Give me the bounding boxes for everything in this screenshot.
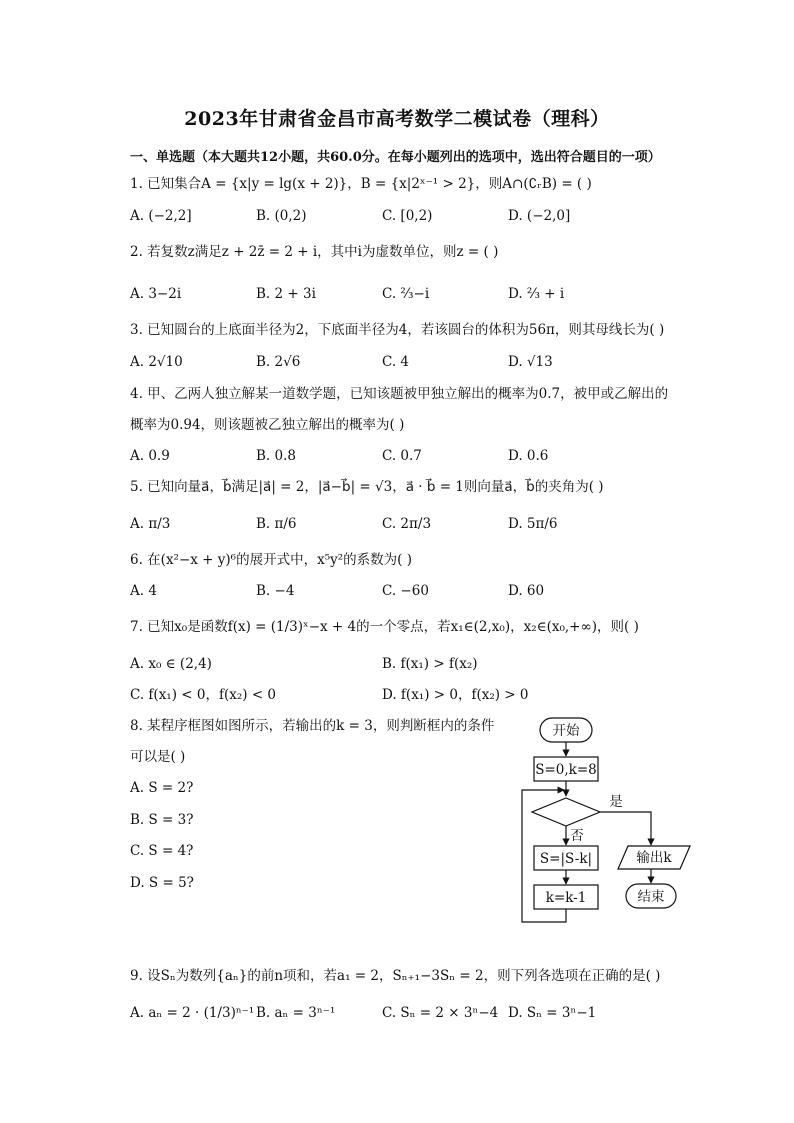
q8-option-c: C. S = 4? <box>130 843 194 859</box>
question-9-stem: 9. 设Sₙ为数列{aₙ}的前n项和，若a₁ = 2，Sₙ₊₁−3Sₙ = 2，则下列各选项在正确的是( ) <box>130 968 661 984</box>
q8-option-b: B. S = 3? <box>130 812 194 828</box>
flowchart-update-k-label: k=k-1 <box>545 890 587 906</box>
q6-option-a: A. 4 <box>130 583 157 599</box>
q7-option-c: C. f(x₁) < 0，f(x₂) < 0 <box>130 687 277 703</box>
q6-option-d: D. 60 <box>508 583 545 599</box>
q5-option-d: D. 5π/6 <box>508 516 558 532</box>
flowchart-no-label: 否 <box>570 828 584 844</box>
q5-option-b: B. π/6 <box>256 516 297 532</box>
question-3-stem: 3. 已知圆台的上底面半径为2，下底面半径为4，若该圆台的体积为56π，则其母线长为( ) <box>130 322 665 338</box>
q1-option-a: A. (−2,2] <box>130 208 192 224</box>
question-7-options-row-1 <box>130 654 690 676</box>
q7-option-b: B. f(x₁) > f(x₂) <box>382 656 478 672</box>
flowchart <box>500 712 710 937</box>
q3-option-d: D. √13 <box>508 354 553 370</box>
q4-option-b: B. 0.8 <box>256 448 296 464</box>
question-9-options <box>130 1003 690 1025</box>
q7-option-d: D. f(x₁) > 0，f(x₂) > 0 <box>382 687 529 703</box>
question-4-stem-line-1: 4. 甲、乙两人独立解某一道数学题，已知该题被甲独立解出的概率为0.7，被甲或乙解出的 <box>130 386 669 402</box>
question-7-options-row-2 <box>130 685 690 707</box>
q1-option-d: D. (−2,0] <box>508 208 571 224</box>
flowchart-decision-diamond <box>532 798 600 826</box>
question-7-stem: 7. 已知x₀是函数f(x) = (1/3)ˣ−x + 4的一个零点，若x₁∈(2,x₀)，x₂∈(x₀,+∞)，则( ) <box>130 619 639 635</box>
section-heading: 一、单选题（本大题共12小题，共60.0分。在每小题列出的选项中，选出符合题目的一项） <box>130 150 661 165</box>
q9-option-b: B. aₙ = 3ⁿ⁻¹ <box>256 1005 336 1021</box>
q2-option-c: C. ⅔−i <box>382 286 430 302</box>
q8-option-d: D. S = 5? <box>130 875 194 891</box>
flowchart-start-label: 开始 <box>552 723 580 739</box>
q6-option-c: C. −60 <box>382 583 429 599</box>
flowchart-yes-label: 是 <box>609 794 623 810</box>
flowchart-output-label: 输出k <box>636 850 672 866</box>
q1-option-c: C. [0,2) <box>382 208 433 224</box>
q1-option-b: B. (0,2) <box>256 208 307 224</box>
flowchart-init-label: S=0,k=8 <box>535 762 597 778</box>
question-8-stem-line-1: 8. 某程序框图如图所示，若输出的k = 3，则判断框内的条件 <box>130 718 495 734</box>
q5-option-c: C. 2π/3 <box>382 516 432 532</box>
q5-option-a: A. π/3 <box>130 516 171 532</box>
question-2-stem: 2. 若复数z满足z + 2z̄ = 2 + i，其中i为虚数单位，则z = ( ) <box>130 244 499 260</box>
question-5-stem: 5. 已知向量a⃗，b⃗满足|a⃗| = 2，|a⃗−b⃗| = √3，a⃗ · b⃗ = 1则向量a⃗，b⃗的夹角为( ) <box>130 479 604 495</box>
question-4-stem-line-2: 概率为0.94，则该题被乙独立解出的概率为( ) <box>130 417 405 433</box>
q2-option-a: A. 3−2i <box>130 286 182 302</box>
q3-option-c: C. 4 <box>382 354 410 370</box>
q8-option-a: A. S = 2? <box>130 780 194 796</box>
q4-option-a: A. 0.9 <box>130 448 170 464</box>
question-1-stem: 1. 已知集合A = {x|y = lg(x + 2)}，B = {x|2ˣ⁻¹ > 2}，则A∩(∁ᵣB) = ( ) <box>130 176 592 192</box>
question-6-options <box>130 581 690 603</box>
flowchart-end-label: 结束 <box>637 889 665 905</box>
question-4-options <box>130 446 690 468</box>
q4-option-c: C. 0.7 <box>382 448 422 464</box>
q7-option-a: A. x₀ ∈ (2,4) <box>130 656 212 672</box>
question-6-stem: 6. 在(x²−x + y)⁶的展开式中，x⁵y²的系数为( ) <box>130 552 412 568</box>
question-8-stem-line-2: 可以是( ) <box>130 749 186 765</box>
q2-option-d: D. ⅔ + i <box>508 286 565 302</box>
q9-option-d: D. Sₙ = 3ⁿ−1 <box>508 1005 597 1021</box>
question-2-options <box>130 284 690 306</box>
question-5-options <box>130 514 690 536</box>
q9-option-c: C. Sₙ = 2 × 3ⁿ−4 <box>382 1005 499 1021</box>
flowchart-update-s-label: S=|S-k| <box>539 851 593 867</box>
q3-option-b: B. 2√6 <box>256 354 301 370</box>
q3-option-a: A. 2√10 <box>130 354 183 370</box>
q9-option-a: A. aₙ = 2 · (1/3)ⁿ⁻¹ <box>130 1005 255 1021</box>
question-3-options <box>130 352 690 374</box>
q4-option-d: D. 0.6 <box>508 448 549 464</box>
page-title: 2023年甘肃省金昌市高考数学二模试卷（理科） <box>184 108 610 130</box>
q2-option-b: B. 2 + 3i <box>256 286 316 302</box>
question-1-options <box>130 206 690 228</box>
q6-option-b: B. −4 <box>256 583 295 599</box>
